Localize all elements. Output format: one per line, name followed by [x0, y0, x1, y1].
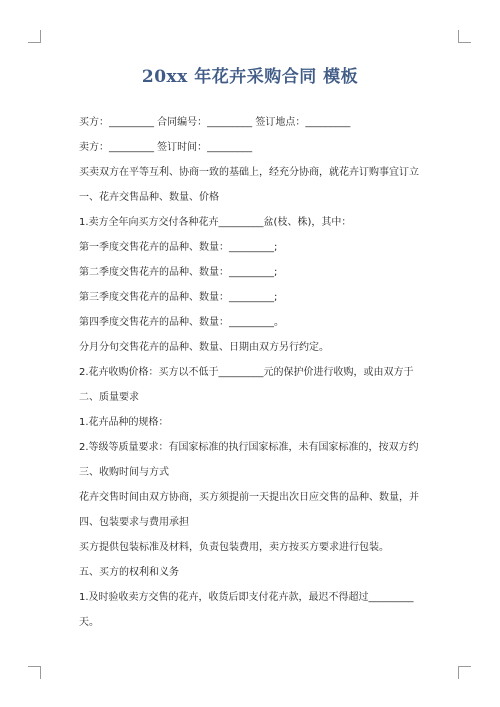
seller-line: 卖方：_________ 签订时间：_________: [79, 142, 253, 153]
crop-mark-top-left: [28, 30, 41, 43]
intro-paragraph: 买卖双方在平等互利、协商一致的基础上，经充分协商，就花卉订购事宜订立: [79, 167, 419, 178]
crop-mark-bottom-left: [28, 666, 41, 679]
section-heading-5: 五、买方的权利和义务: [79, 567, 179, 578]
quarter-4-line: 第四季度交售花卉的品种、数量：_________。: [79, 317, 284, 328]
clause-2-2: 2.等级等质量要求：有国家标准的执行国家标准，未有国家标准的，按双方约: [79, 442, 419, 453]
clause-5-1-continued: 天。: [79, 617, 99, 628]
clause-3-body: 花卉交售时间由双方协商，买方须提前一天提出次日应交售的品种、数量，并: [79, 492, 419, 503]
quarter-1-line: 第一季度交售花卉的品种、数量：_________;: [79, 242, 278, 253]
clause-2-1: 1.花卉品种的规格：: [79, 417, 169, 428]
section-heading-3: 三、收购时间与方式: [79, 467, 169, 478]
monthly-delivery-line: 分月分旬交售花卉的品种、数量、日期由双方另行约定。: [79, 342, 329, 353]
clause-1-2: 2.花卉收购价格：买方以不低于_________元的保护价进行收购，或由双方于: [79, 367, 414, 378]
crop-mark-top-right: [458, 30, 471, 43]
section-heading-2: 二、质量要求: [79, 392, 139, 403]
quarter-2-line: 第二季度交售花卉的品种、数量：_________;: [79, 267, 278, 278]
clause-5-1: 1.及时验收卖方交售的花卉，收货后即支付花卉款，最迟不得超过_________: [79, 592, 414, 603]
section-heading-4: 四、包装要求与费用承担: [79, 517, 189, 528]
quarter-3-line: 第三季度交售花卉的品种、数量：_________;: [79, 292, 278, 303]
clause-4-body: 买方提供包装标准及材料，负责包装费用，卖方按买方要求进行包装。: [79, 542, 389, 553]
clause-1-1: 1.卖方全年向买方交付各种花卉_________盆(枝、株)，其中：: [79, 217, 352, 228]
section-heading-1: 一、花卉交售品种、数量、价格: [79, 192, 219, 203]
buyer-line: 买方：_________ 合同编号：_________ 签订地点：_________: [79, 117, 351, 128]
document-title: 20xx 年花卉采购合同 模板: [141, 67, 359, 87]
crop-mark-bottom-right: [458, 666, 471, 679]
